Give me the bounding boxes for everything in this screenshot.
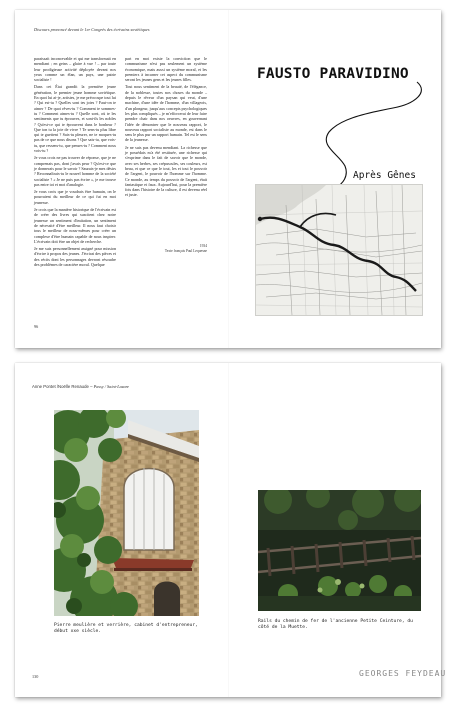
signoff-year: 1934 <box>199 244 207 248</box>
body-paragraph: part en moi existe la conviction que le communisme n'est pas seulement un système économique, mais aussi un système moral, et les premiers à incarner cet aspect du communisme seront les jeunes gens et les jeunes filles. <box>125 56 207 83</box>
body-paragraph: Je crois que la manière historique de l'écrivain est de créer des livres qui suscitent chez notre jeunesse un sentiment d'imitation, un sentiment de nécessité d'être meilleur. Il nous faut choisir tous le meilleur de nous-mêmes pour créer un complexe d'être humain capable de nous inspirer. L'écrivain doit être un objet de recherche. <box>34 207 116 244</box>
body-paragraph: Je me suis personnellement assigné pour mission d'écrire à propos des jeunes. J'écrirai des pièces et des récits dont les personnages devront résoudre des problèmes de caractère moral. Quelque <box>34 246 116 267</box>
author-footer: GEORGES FEYDEAU <box>359 669 447 678</box>
book-spread-bottom <box>15 363 447 697</box>
text-column-right <box>125 56 207 200</box>
signoff-credit: Texte français Paul Lequesne <box>164 248 207 253</box>
text-column-left <box>34 56 116 269</box>
body-paragraph: Je vous crois ne pas trouver de réponse, que je ne comprenais pas, dont j'avais peur ? Qu'est-ce que je donnerais pour le savoir ? Saurais-je mes désirs ? Reconnaîtrais-tu le nouvel homme de la société socialiste ? « Je ne puis pas écrire », je me trouve pas entre toi et moi d'analogie. <box>34 155 116 187</box>
book-spread-top <box>15 10 441 348</box>
running-head <box>32 384 129 389</box>
body-paragraph: Je vous crois que je voudrais être humain, on le pourraient du meilleur de ce qui fut en moi jeunesse. <box>34 189 116 205</box>
body-paragraph: paraissait inconcevable et qui me transformait en mendiant ; en geins – glaire à vue ! – par toute leur prodigieuse activité déployée devant nos yeux comme un élan, un pays, une patrie socialiste ! <box>34 56 116 83</box>
page-number-left: 130 <box>32 674 39 679</box>
spine-shadow <box>228 363 229 697</box>
author-title: FAUSTO PARAVIDINO <box>257 66 409 82</box>
spine-shadow <box>228 10 229 348</box>
running-head-separator: – <box>90 384 93 389</box>
photo-stone-house <box>54 410 199 616</box>
page-number-left: 96 <box>34 324 39 329</box>
body-paragraph: Je ne suis pas devenu mendiant. La richesse que je possédais m'a été restituée, une richesse qui s'exprime dans le fait de savoir que le monde, avec ses herbes, ses crépuscules, ses couleurs, est beau, et que ce que le tout, les et tout le pouvoir de l'argent, le pouvoir de l'homme sur l'homme. Ce monde, au temps du pouvoir de l'argent, était fantastique et faux. Aujourd'hui, pour la première fois dans l'histoire de la culture, il est devenu réel et juste. <box>125 144 207 198</box>
caption-left: Pierre meulière et verrière, cabinet d'entrepreneur, début xxe siècle. <box>54 623 198 635</box>
work-title: Après Gênes <box>353 170 416 181</box>
signoff <box>125 244 207 253</box>
city-map-illustration <box>255 184 423 316</box>
caption-right: Rails du chemin de fer de l'ancienne Petite Ceinture, du côté de la Muette. <box>258 619 413 631</box>
running-head-title: Passy / Saint-Lazare <box>93 384 130 389</box>
running-head-authors: Anne Pontet /Noëlle Renaude <box>32 384 89 389</box>
body-paragraph: Tout nous sentiment de la beauté, de l'élégance, de la noblesse, toutes nos choses du monde – depuis le rêveur d'un paysan qui veut, d'une machine, d'une idée de l'homme, d'un villageois, d'un plongeur, jusqu'aux concepts psychologiques les plus compliqués – je m'efforcerai de leur faire prendre chair dans nos oeuvres, en gouvernant l'idée de démontrer que le nouveau rapport, le nouveau rapport socialiste au monde, est dans le sens le plus pur un rapport humain. Tel est le sens de la jeunesse. <box>125 84 207 143</box>
running-head: Discours prononcé devant le 1er Congrès des écrivains soviétiques <box>34 27 150 32</box>
body-paragraph: Dans cet État grandit la première jeune génération, le premier jeune homme soviétique. En quoi lui ai-je, artistes, je me préoccupe tout lui ? Qui est-tu ? Quelles sont tes joies ? Faut-on te aimer ? De quoi rêves-tu ? Comment te sommes-tu ? Comment aimes-tu ? Quelle sont, où te les sentiments que tu éprouves, et sont-ils les nobles ? Qu'est-ce qui te éprouvent dans le bonheur ? Que ton tu la joie de vivre ? Te sens-tu plus libre qui te guettent ? Sais-tu pleurer, ne te moques-tu pas de ce que nous disons ? Que sais-tu, que vois-tu, que ressens-tu, que penses-tu ? Comment nous vois-tu ? <box>34 84 116 154</box>
photo-railway <box>258 490 421 611</box>
